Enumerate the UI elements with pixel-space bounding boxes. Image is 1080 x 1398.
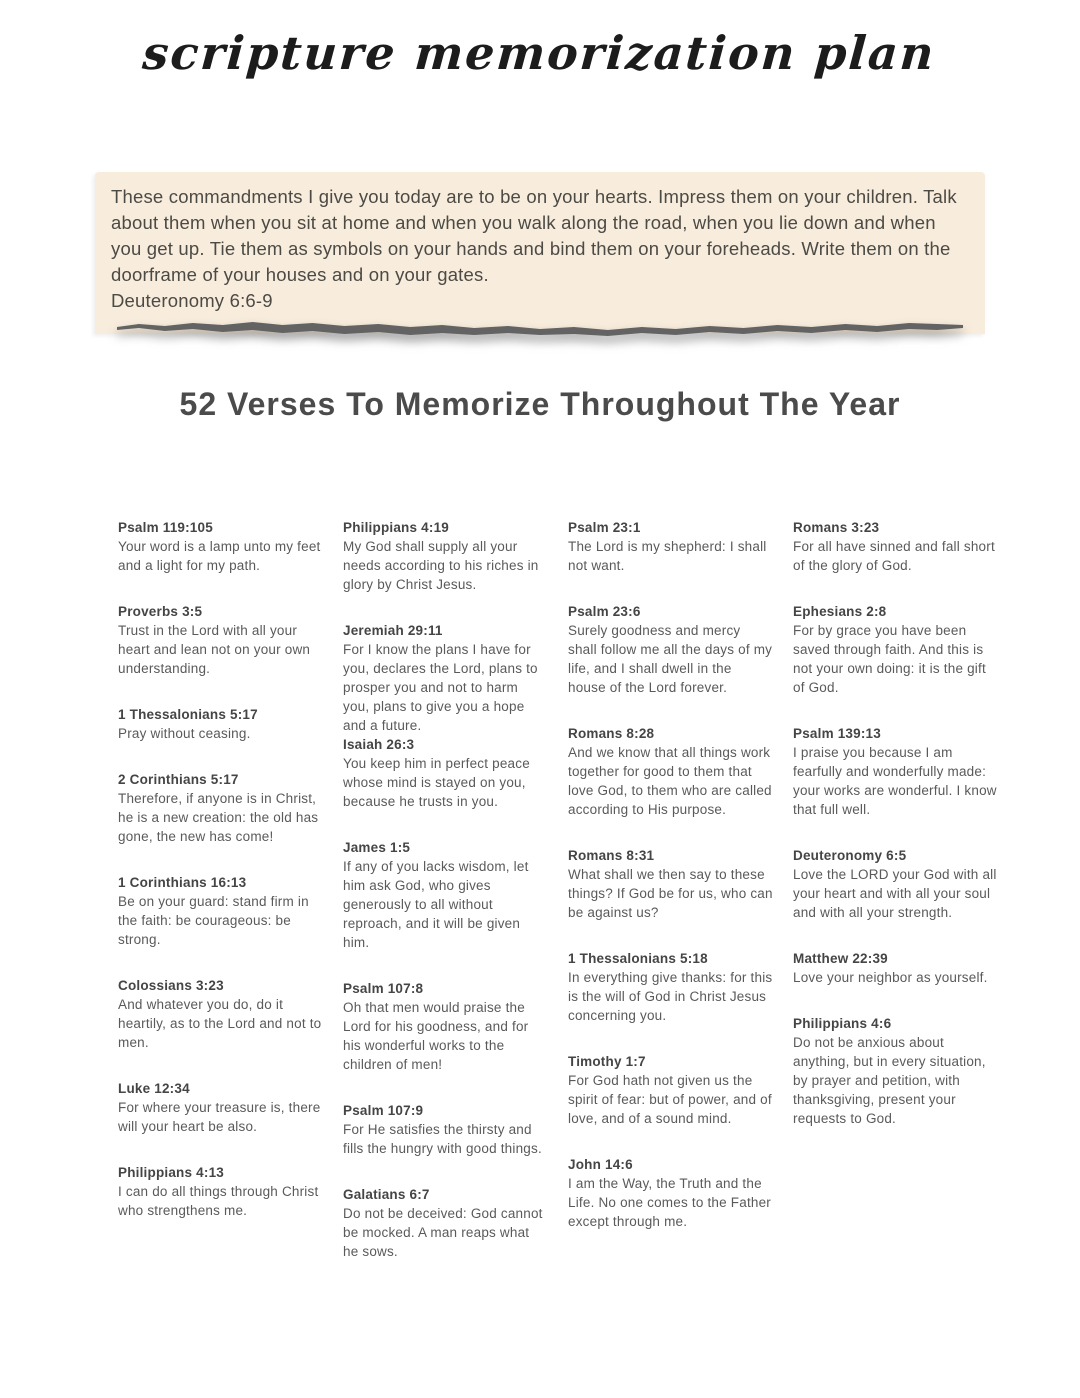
verse-text: For where your treasure is, there will your heart be also. bbox=[118, 1100, 321, 1134]
section-heading: 52 Verses To Memorize Throughout The Year bbox=[179, 386, 901, 422]
verse-block bbox=[568, 949, 773, 1025]
verse-reference: Matthew 22:39 bbox=[793, 951, 888, 966]
verse-reference: John 14:6 bbox=[568, 1157, 633, 1172]
verse-text: What shall we then say to these things? If God be for us, who can be against us? bbox=[568, 867, 773, 920]
verse-text: In everything give thanks: for this is the will of God in Christ Jesus concerning you. bbox=[568, 970, 773, 1023]
quote-box-paper bbox=[95, 172, 985, 334]
verse-text: Do not be anxious about anything, but in every situation, by prayer and petition, with thanksgiving, present your requests to God. bbox=[793, 1035, 986, 1126]
verse-block bbox=[568, 518, 773, 575]
verse-text: For all have sinned and fall short of the glory of God. bbox=[793, 539, 995, 573]
verse-reference: Romans 8:31 bbox=[568, 848, 655, 863]
verse-reference: Philippians 4:6 bbox=[793, 1016, 892, 1031]
verse-reference: 1 Thessalonians 5:17 bbox=[118, 707, 258, 722]
verse-reference: Proverbs 3:5 bbox=[118, 604, 203, 619]
verse-reference: Romans 8:28 bbox=[568, 726, 655, 741]
verse-column bbox=[343, 518, 548, 1288]
verse-block bbox=[343, 838, 548, 952]
verse-reference: Ephesians 2:8 bbox=[793, 604, 887, 619]
verse-block bbox=[343, 621, 548, 735]
verse-block bbox=[118, 1079, 323, 1136]
verse-reference: Jeremiah 29:11 bbox=[343, 623, 443, 638]
verse-reference: Luke 12:34 bbox=[118, 1081, 190, 1096]
verse-text: For God hath not given us the spirit of fear: but of power, and of love, and of a sound mind. bbox=[568, 1073, 772, 1126]
verse-reference: 2 Corinthians 5:17 bbox=[118, 772, 239, 787]
verse-column bbox=[568, 518, 773, 1288]
page-title: scripture memorization plan bbox=[140, 26, 938, 80]
verse-text: For by grace you have been saved through faith. And this is not your own doing: it is the gift of God. bbox=[793, 623, 986, 695]
verse-block bbox=[568, 602, 773, 697]
verse-text: Love the LORD your God with all your heart and with all your soul and with all your strength. bbox=[793, 867, 997, 920]
verse-reference: Colossians 3:23 bbox=[118, 978, 224, 993]
verse-block bbox=[118, 705, 323, 743]
verse-text: And we know that all things work together for good to them that love God, to them who are called according to His purpose. bbox=[568, 745, 772, 817]
verse-reference: Galatians 6:7 bbox=[343, 1187, 430, 1202]
verse-reference: Psalm 107:8 bbox=[343, 981, 424, 996]
verse-text: Pray without ceasing. bbox=[118, 726, 251, 741]
verse-block bbox=[118, 976, 323, 1052]
verse-reference: Psalm 23:1 bbox=[568, 520, 641, 535]
torn-paper-edge bbox=[111, 312, 969, 348]
verse-reference: 1 Corinthians 16:13 bbox=[118, 875, 247, 890]
verse-block bbox=[118, 602, 323, 678]
verse-text: Therefore, if anyone is in Christ, he is a new creation: the old has gone, the new has come! bbox=[118, 791, 319, 844]
verse-text: Surely goodness and mercy shall follow me all the days of my life, and I shall dwell in the house of the Lord forever. bbox=[568, 623, 773, 695]
verse-block bbox=[343, 979, 548, 1074]
verse-text: The Lord is my shepherd: I shall not want. bbox=[568, 539, 767, 573]
verse-block bbox=[343, 735, 548, 811]
verse-block bbox=[568, 724, 773, 819]
verse-block bbox=[118, 873, 323, 949]
verse-text: Love your neighbor as yourself. bbox=[793, 970, 988, 985]
verse-reference: Psalm 139:13 bbox=[793, 726, 881, 741]
verse-block bbox=[793, 724, 998, 819]
verse-text: For I know the plans I have for you, declares the Lord, plans to prosper you and not to harm you, plans to give you a hope and a future. bbox=[343, 642, 538, 733]
verse-text: Oh that men would praise the Lord for his goodness, and for his wonderful works to the children of men! bbox=[343, 1000, 529, 1072]
verse-block bbox=[343, 1185, 548, 1261]
verse-block bbox=[568, 1155, 773, 1231]
verse-text: If any of you lacks wisdom, let him ask God, who gives generously to all without reproach, and it will be given him. bbox=[343, 859, 529, 950]
verse-block bbox=[118, 770, 323, 846]
verse-text: My God shall supply all your needs according to his riches in glory by Christ Jesus. bbox=[343, 539, 539, 592]
verse-block bbox=[793, 518, 998, 575]
verse-reference: Isaiah 26:3 bbox=[343, 737, 415, 752]
verse-block bbox=[343, 1101, 548, 1158]
verse-block bbox=[568, 1052, 773, 1128]
verse-reference: 1 Thessalonians 5:18 bbox=[568, 951, 708, 966]
verse-text: Be on your guard: stand firm in the faith: be courageous: be strong. bbox=[118, 894, 309, 947]
verse-block bbox=[793, 846, 998, 922]
verse-text: Do not be deceived: God cannot be mocked. A man reaps what he sows. bbox=[343, 1206, 543, 1259]
verse-block bbox=[568, 846, 773, 922]
verse-text: I praise you because I am fearfully and wonderfully made: your works are wonderful. I know that full well. bbox=[793, 745, 997, 817]
verse-reference: James 1:5 bbox=[343, 840, 411, 855]
verse-text: For He satisfies the thirsty and fills the hungry with good things. bbox=[343, 1122, 542, 1156]
verse-reference: Psalm 107:9 bbox=[343, 1103, 424, 1118]
verse-block bbox=[118, 518, 323, 575]
verse-reference: Deuteronomy 6:5 bbox=[793, 848, 907, 863]
verse-block bbox=[793, 1014, 998, 1128]
quote-box bbox=[95, 172, 985, 334]
verse-reference: Psalm 23:6 bbox=[568, 604, 641, 619]
verse-block bbox=[118, 1163, 323, 1220]
verse-text: Your word is a lamp unto my feet and a light for my path. bbox=[118, 539, 321, 573]
verse-column bbox=[793, 518, 998, 1288]
verse-reference: Timothy 1:7 bbox=[568, 1054, 646, 1069]
verse-reference: Romans 3:23 bbox=[793, 520, 880, 535]
verse-block bbox=[793, 602, 998, 697]
verse-column bbox=[118, 518, 323, 1288]
verse-reference: Philippians 4:19 bbox=[343, 520, 449, 535]
verse-columns bbox=[118, 518, 998, 1288]
verse-block bbox=[793, 949, 998, 987]
verse-text: And whatever you do, do it heartily, as to the Lord and not to men. bbox=[118, 997, 322, 1050]
verse-text: Trust in the Lord with all your heart and lean not on your own understanding. bbox=[118, 623, 311, 676]
verse-block bbox=[343, 518, 548, 594]
quote-reference: Deuteronomy 6:6-9 bbox=[111, 290, 273, 311]
verse-reference: Psalm 119:105 bbox=[118, 520, 213, 535]
verse-reference: Philippians 4:13 bbox=[118, 1165, 224, 1180]
verse-text: You keep him in perfect peace whose mind is stayed on you, because he trusts in you. bbox=[343, 756, 530, 809]
quote-text: These commandments I give you today are to be on your hearts. Impress them on your children. Talk about them when you sit at home and when you walk along the road, when you lie down and when you get up. Tie them as symbols on your hands and bind them on your foreheads. Write them on the doorframe of your houses and on your gates. bbox=[111, 186, 957, 285]
verse-text: I am the Way, the Truth and the Life. No one comes to the Father except through me. bbox=[568, 1176, 772, 1229]
verse-text: I can do all things through Christ who strengthens me. bbox=[118, 1184, 319, 1218]
